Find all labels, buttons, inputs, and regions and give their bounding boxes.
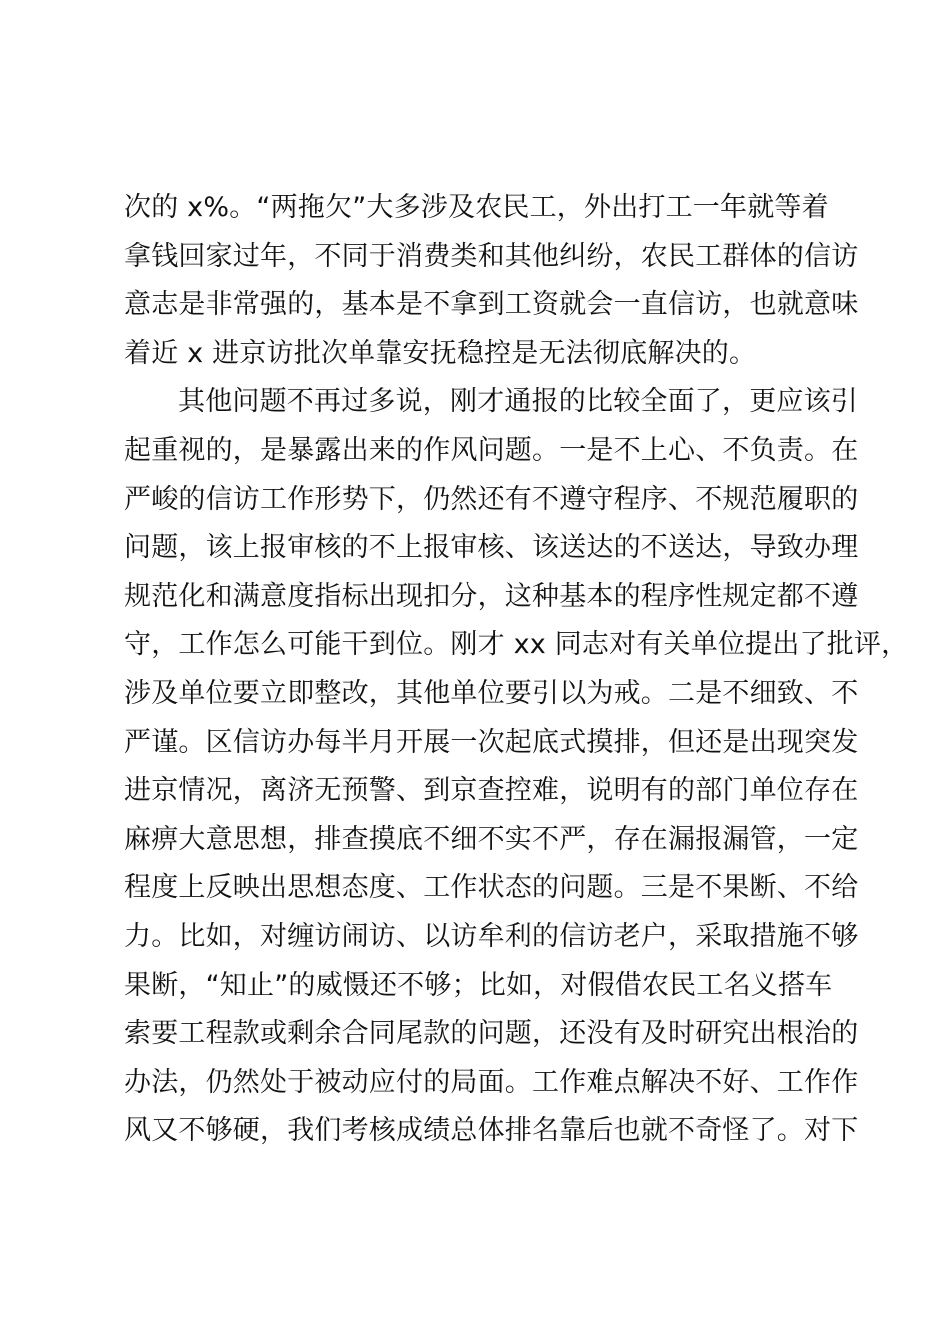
paragraph-line: 严谨。区信访办每半月开展一次起底式摸排，但还是出现突发 [124, 726, 859, 758]
paragraph-line: 程度上反映出思想态度、工作状态的问题。三是不果断、不给 [124, 872, 859, 904]
paragraph-line: 风又不够硬，我们考核成绩总体排名靠后也就不奇怪了。对下 [124, 1115, 859, 1147]
paragraph-line: 严峻的信访工作形势下，仍然还有不遵守程序、不规范履职的 [124, 483, 859, 515]
paragraph-line: 着近 x 进京访批次单靠安抚稳控是无法彻底解决的。 [124, 337, 757, 369]
paragraph-line: 起重视的，是暴露出来的作风问题。一是不上心、不负责。在 [124, 434, 859, 466]
paragraph-line: 问题，该上报审核的不上报审核、该送达的不送达，导致办理 [124, 532, 859, 564]
paragraph-line: 力。比如，对缠访闹访、以访牟利的信访老户，采取措施不够 [124, 920, 859, 952]
paragraph-line: 果断，“知止”的威慑还不够；比如，对假借农民工名义搭车 [124, 969, 833, 1001]
paragraph-line: 索要工程款或剩余合同尾款的问题，还没有及时研究出根治的 [124, 1018, 859, 1050]
paragraph-1 [124, 184, 859, 378]
paragraph-line: 麻痹大意思想，排查摸底不细不实不严，存在漏报漏管，一定 [124, 823, 859, 855]
paragraph-2 [124, 378, 909, 1156]
paragraph-line: 次的 x%。“两拖欠”大多涉及农民工，外出打工一年就等着 [124, 192, 829, 223]
paragraph-line: 守，工作怎么可能干到位。刚才 xx 同志对有关单位提出了批评， [124, 629, 909, 661]
document-body [124, 184, 909, 1156]
paragraph-line: 其他问题不再过多说，刚才通报的比较全面了，更应该引 [178, 386, 858, 418]
paragraph-line: 进京情况，离济无预警、到京查控难，说明有的部门单位存在 [124, 775, 859, 807]
paragraph-line: 办法，仍然处于被动应付的局面。工作难点解决不好、工作作 [124, 1066, 859, 1098]
paragraph-line: 涉及单位要立即整改，其他单位要引以为戒。二是不细致、不 [124, 677, 859, 709]
paragraph-line: 拿钱回家过年，不同于消费类和其他纠纷，农民工群体的信访 [124, 240, 859, 272]
paragraph-line: 意志是非常强的，基本是不拿到工资就会一直信访，也就意味 [124, 289, 859, 321]
paragraph-line: 规范化和满意度指标出现扣分，这种基本的程序性规定都不遵 [124, 580, 859, 612]
